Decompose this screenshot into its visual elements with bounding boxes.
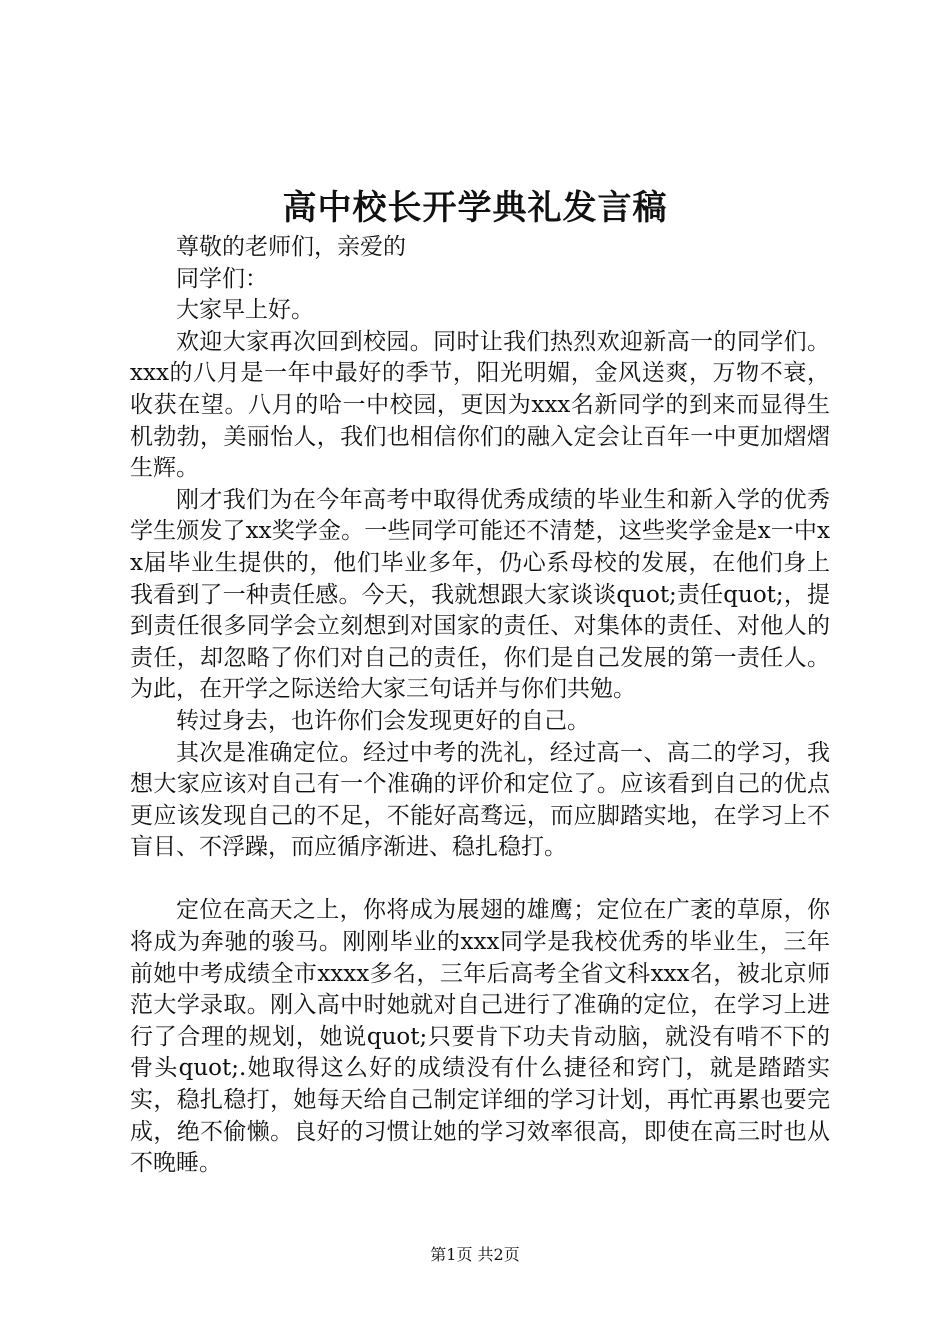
document-body [130, 232, 830, 1180]
paragraph-scholarship: 刚才我们为在今年高考中取得优秀成绩的毕业生和新入学的优秀学生颁发了xx奖学金。一些同学可能还不清楚，这些奖学金是x一中xx届毕业生提供的，他们毕业多年，仍心系母校的发展，在他们身上我看到了一种责任感。今天，我就想跟大家谈谈quot;责任quot;，提到责任很多同学会立刻想到对国家的责任、对集体的责任、对他人的责任，却忽略了你们对自己的责任，你们是自己发展的第一责任人。为此，在开学之际送给大家三句话并与你们共勉。 [130, 486, 830, 703]
document-title: 高中校长开学典礼发言稿 [282, 188, 668, 228]
paragraph-welcome: 欢迎大家再次回到校园。同时让我们热烈欢迎新高一的同学们。xxx的八月是一年中最好的季节，阳光明媚，金风送爽，万物不衰，收获在望。八月的哈一中校园，更因为xxx名新同学的到来而显得生机勃勃，美丽怡人，我们也相信你们的融入定会让百年一中更加熠熠生辉。 [130, 328, 830, 482]
paragraph-positioning: 其次是准确定位。经过中考的洗礼，经过高一、高二的学习，我想大家应该对自己有一个准确的评价和定位了。应该看到自己的优点更应该发现自己的不足，不能好高骛远，而应脚踏实地，在学习上不盲目、不浮躁，而应循序渐进、稳扎稳打。 [130, 739, 830, 861]
paragraph-salutation-1: 尊敬的老师们，亲爱的 [176, 234, 406, 260]
paragraph-turn-around: 转过身去，也许你们会发现更好的自己。 [176, 707, 590, 734]
paragraph-greeting: 大家早上好。 [176, 297, 314, 324]
page-indicator: 第1页 共2页 [430, 1245, 520, 1264]
paragraph-salutation-2: 同学们： [176, 265, 268, 292]
paragraph-example: 定位在高天之上，你将成为展翅的雄鹰；定位在广袤的草原，你将成为奔驰的骏马。刚刚毕业的xxx同学是我校优秀的毕业生，三年前她中考成绩全市xxxx多名，三年后高考全省文科xxx名，被北京师范大学录取。刚入高中时她就对自己进行了准确的定位，在学习上进行了合理的规划，她说quot;只要肯下功夫肯动脑，就没有啃不下的骨头quot;.她取得这么好的成绩没有什么捷径和窍门，就是踏踏实实，稳扎稳打，她每天给自己制定详细的学习计划，再忙再累也要完成，绝不偷懒。良好的习惯让她的学习效率很高，即使在高三时也从不晚睡。 [130, 897, 830, 1177]
